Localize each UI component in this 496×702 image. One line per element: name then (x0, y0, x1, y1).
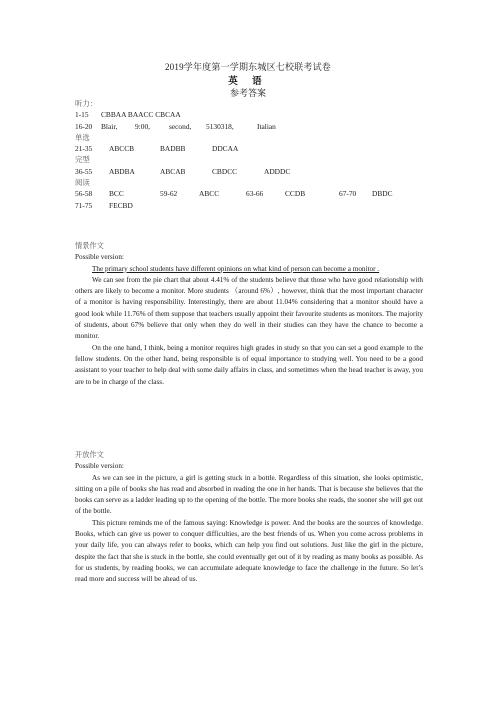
answer-row-16-20 (75, 121, 425, 132)
section-label-listening: 听力： (75, 99, 98, 108)
answer-value: ABCC (199, 189, 220, 199)
answer-value: ABDBA (109, 166, 135, 176)
answer-value: DDCAA (212, 144, 239, 154)
question-range: 63-66 (246, 189, 264, 199)
answer-value: BCC (109, 189, 124, 199)
question-range: 56-58 (75, 189, 93, 199)
question-range: 21-35 (75, 144, 93, 154)
answer-value: ABCAB (160, 166, 186, 176)
answer-value: Italian (257, 121, 276, 131)
section-label-situational-writing: 情景作文 (75, 242, 104, 250)
question-range: 59-62 (160, 189, 178, 199)
answer-value: Blair, (101, 121, 118, 131)
answer-value: CCDB (285, 189, 306, 199)
question-range: 1-15 (75, 110, 89, 120)
answer-value: BADBB (160, 144, 186, 154)
answer-row-1-15 (75, 109, 425, 120)
section-label-cloze: 完型 (75, 155, 90, 165)
section-label-open-writing: 开放作文 (75, 451, 104, 459)
essay-paragraph: On the one hand, I think, being a monitor requires high grades in study so that you can set a good example to the fellow students. On the other hand, being responsible is of equal importance to studying well. You need to be a good assistant to your teacher to help deal with some daily affairs in class, and sometimes when the head teacher is away, you are to be in charge of the class. (75, 343, 423, 386)
section-label-choice: 单选 (75, 132, 90, 142)
answer-value: ABCCB (109, 144, 135, 154)
answer-value: DBDC (372, 189, 393, 199)
answer-value: ADDDC (264, 166, 291, 176)
question-range: 16-20 (75, 121, 93, 131)
answer-row-56-70 (75, 188, 425, 199)
subject-heading: 英 语 (228, 77, 268, 87)
answer-row-21-35 (75, 143, 425, 154)
essay-paragraph: As we can see in the picture, a girl is getting stuck in a bottle. Regardless of this situation, she looks optimistic, sitting on a pile of books she has read and absorbed in reading the one in her hands. That is because she believes that the books can serve as a ladder leading up to the opening of the bottle. The more books she reads, the sooner she will get out of the bottle. (75, 473, 423, 516)
essay-paragraph: This picture reminds me of the famous saying: Knowledge is power. And the books are the sources of knowledge. Books, which can give us power to conquer difficulties, are the best friends of us. When you come across problems in your daily life, you can always refer to books, which can help you find out solutions. Just like the girl in the picture, despite the fact that she is stuck in the bottle, she could eventually get out of it by reading as many books as possible. As for us students, by reading books, we can accumulate adequate knowledge to face the challenge in the future. So let’s read more and success will be ahead of us. (75, 518, 423, 584)
situational-essay (75, 241, 423, 388)
essay-thesis: The primary school students have different opinions on what kind of person can become a monitor . (92, 264, 380, 273)
exam-title: 2019学年度第一学期东城区七校联考试卷 (164, 62, 331, 72)
version-label: Possible version: (75, 462, 124, 471)
question-range: 67-70 (339, 189, 357, 199)
answer-row-71-75 (75, 200, 425, 211)
section-label-reading: 阅读 (75, 178, 90, 188)
answer-value: CBDCC (212, 166, 238, 176)
question-range: 71-75 (75, 200, 93, 210)
version-label: Possible version: (75, 253, 124, 262)
answer-value: 5130318, (206, 121, 234, 131)
question-range: 36-55 (75, 166, 93, 176)
answer-value: second, (169, 121, 192, 131)
answer-value: FECBD (109, 200, 133, 210)
essay-paragraph: We can see from the pie chart that about 4.41% of the students believe that those who have good relationship with others are likely to become a monitor. More students （around 6%）, however, think that the most important character of a monitor is having responsibility. Interestingly, there are about 11.04% considering that a monitor should have a good look while 11.76% of them suppose that teachers usually appoint their favourite students as monitors. The majority of students, about 67% believe that only when they do well in their studies can they have the chance to become a monitor. (75, 275, 423, 341)
answer-list (75, 98, 425, 211)
answer-row-36-55 (75, 166, 425, 177)
answer-value: CBBAA BAACC CBCAA (101, 110, 181, 120)
answers-heading: 参考答案 (229, 88, 266, 98)
answer-value: 9:00, (135, 121, 150, 131)
open-essay (75, 450, 423, 586)
